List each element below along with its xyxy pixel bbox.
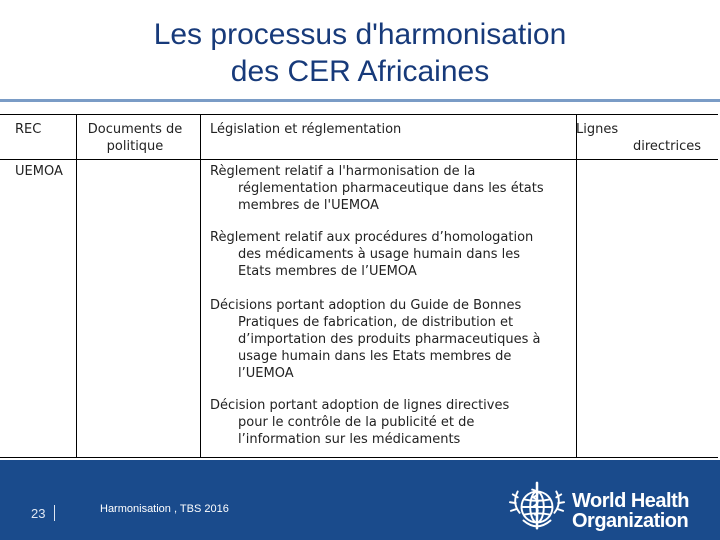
legislation-entry — [210, 163, 570, 214]
legislation-line: pour le contrôle de la publicité et de — [238, 415, 475, 430]
header-row-divider — [0, 159, 718, 160]
legislation-line: Etats membres de l’UEMOA — [238, 264, 417, 279]
legislation-line: réglementation pharmaceutique dans les états — [238, 181, 544, 196]
header-rec: REC — [15, 122, 42, 137]
slide-footer — [0, 460, 720, 540]
footer-separator — [54, 505, 55, 521]
legislation-line: Règlement relatif aux procédures d’homologation — [210, 230, 534, 245]
legislation-line: membres de l'UEMOA — [238, 198, 379, 213]
header-documents-line1: Documents de — [87, 122, 183, 137]
who-name-line1: World Health — [572, 490, 689, 512]
legislation-line: usage humain dans les Etats membres de — [238, 349, 512, 364]
legislation-line: Règlement relatif a l'harmonisation de la — [210, 164, 476, 179]
header-documents-politique — [76, 121, 194, 155]
column-divider-legislation — [576, 115, 577, 457]
slide-title-line2: des CER Africaines — [230, 55, 490, 88]
legislation-line: Décisions portant adoption du Guide de Bonnes — [210, 298, 522, 313]
header-lignes-line2: directrices — [632, 139, 701, 154]
who-name-line2: Organization — [572, 510, 689, 532]
who-organization-name — [572, 491, 689, 531]
header-documents-line2: politique — [106, 139, 164, 154]
row-rec-uemoa: UEMOA — [15, 164, 63, 179]
legislation-line: d’importation des produits pharmaceutiques à — [238, 332, 541, 347]
page-number: 23 — [31, 506, 46, 521]
legislation-entry — [210, 229, 570, 280]
header-legislation: Législation et réglementation — [210, 122, 402, 137]
legislation-entry — [210, 397, 570, 448]
footer-text: Harmonisation , TBS 2016 — [100, 503, 229, 515]
column-divider-docs — [200, 115, 201, 457]
legislation-line: Décision portant adoption de lignes directives — [210, 398, 510, 413]
legislation-line: l’UEMOA — [238, 366, 294, 381]
header-lignes-line1: Lignes — [576, 122, 619, 137]
slide-title-line1: Les processus d'harmonisation — [153, 18, 567, 51]
legislation-line: Pratiques de fabrication, de distribution et — [238, 315, 514, 330]
column-divider-rec — [76, 115, 77, 457]
title-divider — [0, 99, 720, 102]
slide-title — [0, 16, 720, 90]
legislation-entry — [210, 297, 570, 382]
harmonisation-table — [0, 114, 718, 458]
who-emblem-icon — [508, 478, 566, 536]
legislation-line: l’information sur les médicaments — [238, 432, 461, 447]
legislation-line: des médicaments à usage humain dans les — [238, 247, 520, 262]
header-lignes-directrices — [576, 121, 701, 155]
